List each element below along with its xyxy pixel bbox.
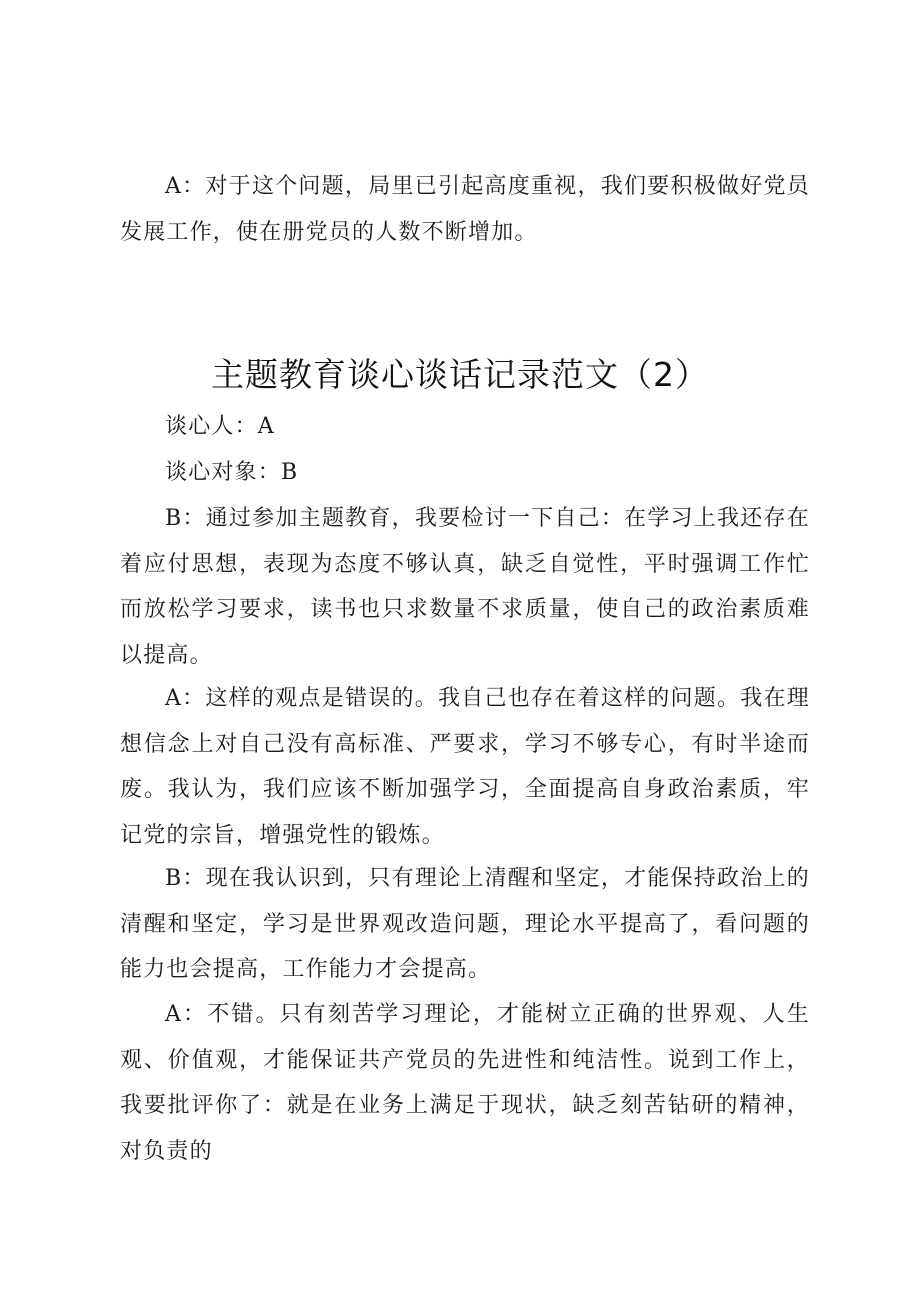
speaker-line: 谈心人：A (165, 414, 275, 439)
target-line: 谈心对象：B (165, 460, 299, 485)
dialogue-paragraph-4: A：不错。只有刻苦学习理论，才能树立正确的世界观、人生观、价值观，才能保证共产党员的先进性和纯洁性。说到工作上，我要批评你了：就是在业务上满足于现状，缺乏刻苦钻研的精神，对负责的 (120, 1002, 810, 1164)
document-title: 主题教育谈心谈话记录范文（2） (211, 355, 709, 394)
dialogue-paragraph-2: A：这样的观点是错误的。我自己也存在着这样的问题。我在理想信念上对自己没有高标准、严要求，学习不够专心，有时半途而废。我认为，我们应该不断加强学习，全面提高自身政治素质，牢记党的宗旨，增强党性的锻炼。 (120, 686, 810, 848)
dialogue-paragraph-3: B：现在我认识到，只有理论上清醒和坚定，才能保持政治上的清醒和坚定，学习是世界观改造问题，理论水平提高了，看问题的能力也会提高，工作能力才会提高。 (120, 866, 810, 982)
dialogue-paragraph-1: B：通过参加主题教育，我要检讨一下自己：在学习上我还存在着应付思想，表现为态度不够认真，缺乏自觉性，平时强调工作忙而放松学习要求，读书也只求数量不求质量，使自己的政治素质难以提高。 (120, 506, 810, 668)
intro-paragraph: A：对于这个问题，局里已引起高度重视，我们要积极做好党员发展工作，使在册党员的人数不断增加。 (120, 174, 810, 245)
